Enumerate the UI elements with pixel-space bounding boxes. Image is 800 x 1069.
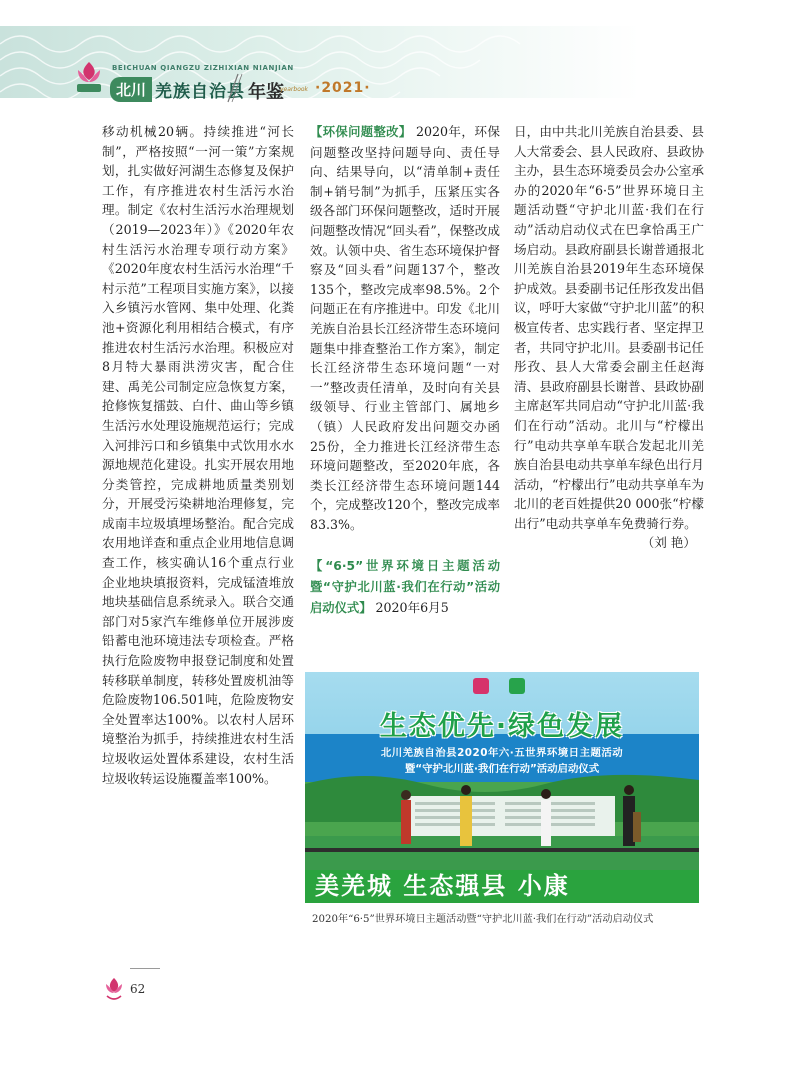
county-name-highlight: 北川 xyxy=(110,77,152,102)
body-paragraph-start: 2020年6月5 xyxy=(375,599,449,615)
footer-rule xyxy=(130,968,160,969)
banner-main-slogan: 生态优先·绿色发展 xyxy=(379,711,625,742)
yearbook-label: 年鉴 xyxy=(248,82,284,103)
footer-logo-icon xyxy=(104,976,124,1002)
body-paragraph: 移动机械20辆。持续推进“河长制”，严格按照“一河一策”方案规划，扎实做好河湖生态修复及保护工作，有序推进农村生活污水治理。制定《农村生活污水治理规划（2019—2023年）》《2020年农村生活污水治理专项行动方案》《2020年度农村生活污水治理“千村示范”工程项目实施方案》，以接入乡镇污水管网、集中处理、化粪池+资源化利用相结合模式，有序推进农村生活污水治理。积极应对8月特大暴雨洪涝灾害，配合住建、禹羌公司制定应急恢复方案，抢修恢复擂鼓、白什、曲山等乡镇生活污水处理设施规范运行；完成入河排污口和乡镇集中式饮用水水源地规范化建设。扎实开展农用地分类管控，完成耕地质量类别划分，开展受污染耕地治理修复，完成南丰垃圾填埋场整治。配合完成农用地详查和重点企业用地信息调查工作，核实确认16个重点行业企业地块填报资料，完成锰渣堆放地块基础信息系统录入。联合交通部门对5家汽车维修单位开展涉废铅蓄电池环境违法专项检查。严格执行危险废物申报登记制度和处置转移联单制度，转移处置废机油等危险废物106.501吨，危险废物安全处置率达100%。以农村人居环境整治为抓手，持续推进农村生活垃圾收运处置体系建设，农村生活垃圾收转运设施覆盖率100%。 xyxy=(102,124,294,786)
header-year: ·2021· xyxy=(315,80,371,96)
header-pinyin: BEICHUAN QIANGZU ZIZHIXIAN NIANJIAN xyxy=(112,64,294,72)
author-credit: （刘 艳） xyxy=(641,535,696,551)
stage-slogan: 美羌城 生态强县 小康 xyxy=(315,872,570,900)
column-right xyxy=(514,122,704,553)
banner-line-1: 北川羌族自治县2020年六·五世界环境日主题活动 xyxy=(380,747,624,759)
yearbook-en-label: yearbook xyxy=(280,86,309,93)
section-environment-rectification xyxy=(310,122,500,534)
section-heading: 【环保问题整改】 xyxy=(310,125,412,139)
column-left xyxy=(102,122,294,788)
county-logo-icon xyxy=(74,60,104,94)
body-paragraph: 日，由中共北川羌族自治县委、县人大常委会、县人民政府、县政协主办，县生态环境委员会办公室承办的2020年“6·5”世界环境日主题活动暨“守护北川蓝·我们在行动”活动启动仪式在巴拿恰禹王广场启动。县政府副县长谢普通报北川羌族自治县2019年生态环境保护成效。县委副书记任彤孜发出倡议，呼吁大家做“守护北川蓝”的积极宣传者、忠实践行者、坚定捍卫者，共同守护北川。县委副书记任彤孜、县人大常委会副主任赵海清、县政府副县长谢普、县政协副主席赵军共同启动“守护北川蓝·我们在行动”活动。北川与“柠檬出行”电动共享单车联合发起北川羌族自治县电动共享单车绿色出行月活动，“柠檬出行”电动共享单车为北川的老百姓提供20 000张“柠檬出行”电动共享单车免费骑行券。 xyxy=(514,124,704,531)
page-header xyxy=(0,0,800,120)
page-number: 62 xyxy=(130,982,146,996)
section-heading: 【“6·5”世界环境日主题活动暨“守护北川蓝·我们在行动”活动启动仪式】 xyxy=(310,559,500,615)
county-title xyxy=(110,74,245,104)
column-middle xyxy=(310,122,500,618)
event-photo xyxy=(305,672,699,903)
banner-line-2: 暨“守护北川蓝·我们在行动”活动启动仪式 xyxy=(404,763,600,775)
body-paragraph: 2020年，环保问题整改坚持问题导向、责任导向、结果导向，以“清单制+责任制+销号制”为抓手，压紧压实各级各部门环保问题整改，适时开展问题整改情况“回头看”，保整改成效。认领中央、省生态环境保护督察及“回头看”问题137个，整改135个，整改完成率98.5%。2个问题正在有序推进中。印发《北川羌族自治县长江经济带生态环境问题集中排查整治工作方案》，制定长江经济带生态环境问题“一对一”整改责任清单，及时向有关县级领导、行业主管部门、属地乡（镇）人民政府发出问题交办函25份，全力推进长江经济带生态环境问题整改，至2020年底，各类长江经济带生态环境问题144个，完成整改120个，整改完成率83.3%。 xyxy=(310,124,500,532)
county-name-rest: 羌族自治县 xyxy=(155,81,246,102)
photo-caption: 2020年“6·5”世界环境日主题活动暨“守护北川蓝·我们在行动”活动启动仪式 xyxy=(312,914,654,925)
section-environment-day xyxy=(310,556,500,618)
